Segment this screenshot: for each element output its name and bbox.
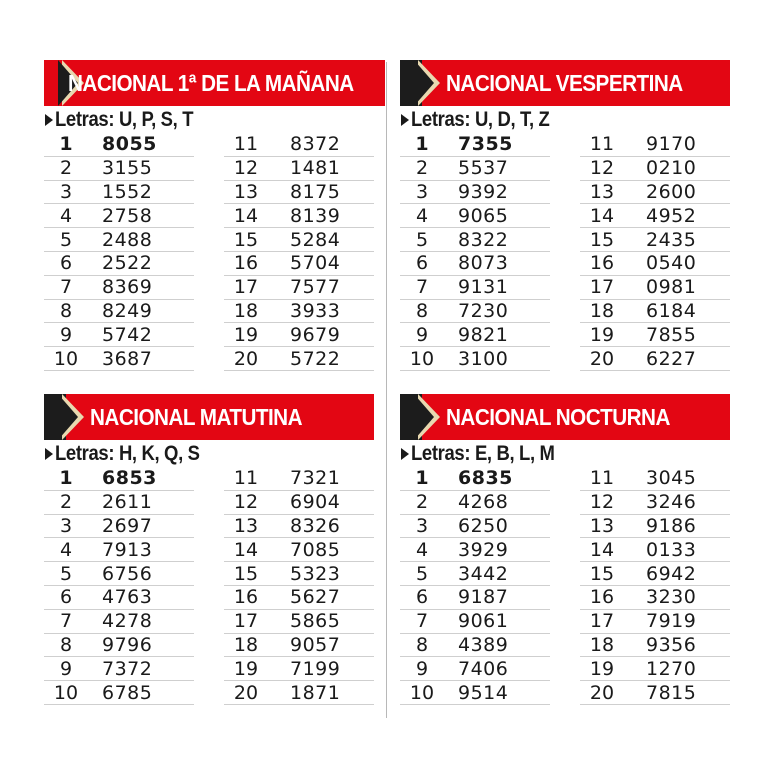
result-position: 3: [415, 514, 429, 537]
result-row: [44, 586, 194, 610]
banner-black-block: [400, 60, 422, 106]
result-number: 3100: [458, 347, 509, 370]
result-row: [44, 467, 194, 491]
result-number: 7199: [290, 657, 341, 680]
panel-nacional-primera-manana: [44, 60, 374, 371]
result-number: 0540: [646, 252, 697, 275]
result-row: [580, 157, 730, 181]
result-row: [224, 157, 374, 181]
result-position: 8: [59, 299, 73, 322]
result-row: [224, 467, 374, 491]
result-row: [580, 586, 730, 610]
result-number: 4763: [102, 586, 153, 609]
results-column-right: [224, 467, 374, 705]
result-row: [400, 204, 550, 228]
result-number: 6904: [290, 491, 341, 514]
result-row: [400, 491, 550, 515]
results-column-left: [400, 133, 550, 371]
result-row: [224, 133, 374, 157]
results-column-left: [44, 467, 194, 705]
result-position: 18: [589, 633, 615, 656]
result-number: 2611: [102, 491, 153, 514]
result-number: 6785: [102, 681, 153, 704]
result-position: 13: [233, 514, 259, 537]
result-row: [400, 681, 550, 705]
result-number: 0210: [646, 157, 697, 180]
result-position: 8: [415, 299, 429, 322]
results-columns: [44, 467, 374, 705]
letters-line: [44, 107, 374, 133]
result-row: [400, 157, 550, 181]
result-number: 9514: [458, 681, 509, 704]
panel-title: NACIONAL NOCTURNA: [446, 403, 670, 430]
result-number: 6942: [646, 562, 697, 585]
result-row: [224, 562, 374, 586]
results-columns: [44, 133, 374, 371]
result-row: [400, 657, 550, 681]
result-position: 7: [415, 610, 429, 633]
letters-label: Letras: H, K, Q, S: [55, 442, 200, 465]
result-position: 9: [59, 323, 73, 346]
result-row: [400, 586, 550, 610]
panel-title: NACIONAL 1ª DE LA MAÑANA: [68, 69, 354, 96]
result-row: [44, 634, 194, 658]
result-row: [400, 133, 550, 157]
panel-title: NACIONAL MATUTINA: [90, 403, 302, 430]
result-number: 9061: [458, 610, 509, 633]
result-number: 9170: [646, 133, 697, 156]
result-number: 9356: [646, 633, 697, 656]
result-number: 3929: [458, 538, 509, 561]
letters-line: [44, 441, 374, 467]
result-row: [580, 538, 730, 562]
result-position: 7: [59, 276, 73, 299]
result-row: [580, 562, 730, 586]
result-row: [224, 491, 374, 515]
result-position: 18: [233, 633, 259, 656]
result-row: [580, 610, 730, 634]
result-number: 5742: [102, 323, 153, 346]
result-row: [400, 538, 550, 562]
result-row: [400, 610, 550, 634]
result-row: [44, 347, 194, 371]
result-row: [580, 228, 730, 252]
result-position: 16: [233, 586, 259, 609]
result-number: 3155: [102, 157, 153, 180]
results-column-right: [224, 133, 374, 371]
result-row: [224, 515, 374, 539]
result-position: 16: [589, 252, 615, 275]
result-number: 2600: [646, 180, 697, 203]
result-number: 5537: [458, 157, 509, 180]
banner-red-strip: [422, 394, 730, 440]
panel-banner: [400, 394, 730, 440]
result-number: 5865: [290, 610, 341, 633]
result-position: 6: [59, 586, 73, 609]
result-position: 3: [59, 180, 73, 203]
panel-nacional-vespertina: [400, 60, 730, 371]
result-row: [44, 515, 194, 539]
result-row: [400, 634, 550, 658]
result-number: 0981: [646, 276, 697, 299]
letters-label: Letras: E, B, L, M: [411, 442, 555, 465]
panel-nacional-nocturna: [400, 394, 730, 705]
result-position: 12: [589, 157, 615, 180]
result-position: 14: [233, 538, 259, 561]
result-number: 7372: [102, 657, 153, 680]
result-number: 5627: [290, 586, 341, 609]
chevron-dark-icon: [58, 394, 78, 440]
result-row: [580, 181, 730, 205]
result-position: 2: [415, 157, 429, 180]
results-column-left: [44, 133, 194, 371]
banner-black-block: [400, 394, 422, 440]
result-position: 6: [59, 252, 73, 275]
result-position: 13: [589, 180, 615, 203]
result-row: [580, 252, 730, 276]
results-column-right: [580, 133, 730, 371]
result-row: [224, 681, 374, 705]
result-position: 2: [59, 491, 73, 514]
result-position: 1: [415, 467, 429, 490]
result-row: [44, 228, 194, 252]
panel-banner: [44, 394, 374, 440]
result-row: [224, 610, 374, 634]
result-row: [580, 681, 730, 705]
result-number: 3246: [646, 491, 697, 514]
result-number: 9679: [290, 323, 341, 346]
result-number: 9187: [458, 586, 509, 609]
result-number: 2488: [102, 228, 153, 251]
letters-label: Letras: U, P, S, T: [55, 108, 194, 131]
result-position: 7: [415, 276, 429, 299]
result-row: [580, 634, 730, 658]
letters-line: [400, 441, 730, 467]
banner-red-strip: [44, 60, 385, 106]
result-row: [44, 252, 194, 276]
result-number: 6756: [102, 562, 153, 585]
result-position: 8: [59, 633, 73, 656]
result-position: 11: [233, 467, 259, 490]
result-position: 13: [589, 514, 615, 537]
result-row: [224, 634, 374, 658]
result-number: 8322: [458, 228, 509, 251]
result-number: 9131: [458, 276, 509, 299]
banner-black-block: [44, 394, 66, 440]
result-number: 7321: [290, 467, 341, 490]
result-position: 17: [589, 610, 615, 633]
result-position: 17: [233, 276, 259, 299]
result-number: 8369: [102, 276, 153, 299]
result-position: 5: [415, 228, 429, 251]
result-number: 9057: [290, 633, 341, 656]
panel-banner: [44, 60, 374, 106]
result-row: [400, 323, 550, 347]
result-number: 8249: [102, 299, 153, 322]
result-row: [580, 133, 730, 157]
chevron-dark-icon: [414, 60, 434, 106]
result-position: 8: [415, 633, 429, 656]
result-position: 19: [233, 657, 259, 680]
result-row: [224, 300, 374, 324]
result-number: 5323: [290, 562, 341, 585]
result-row: [580, 323, 730, 347]
result-position: 19: [589, 323, 615, 346]
result-row: [224, 347, 374, 371]
result-row: [44, 538, 194, 562]
result-position: 5: [59, 228, 73, 251]
result-position: 13: [233, 180, 259, 203]
result-row: [580, 300, 730, 324]
result-position: 6: [415, 586, 429, 609]
result-row: [44, 276, 194, 300]
result-row: [224, 252, 374, 276]
result-number: 7577: [290, 276, 341, 299]
result-number: 3230: [646, 586, 697, 609]
result-position: 5: [59, 562, 73, 585]
result-row: [400, 276, 550, 300]
result-position: 9: [59, 657, 73, 680]
results-column-left: [400, 467, 550, 705]
result-number: 7919: [646, 610, 697, 633]
result-number: 9186: [646, 514, 697, 537]
result-position: 9: [415, 323, 429, 346]
results-columns: [400, 133, 730, 371]
result-row: [224, 538, 374, 562]
result-number: 2758: [102, 204, 153, 227]
result-position: 15: [589, 228, 615, 251]
result-number: 7085: [290, 538, 341, 561]
result-row: [400, 300, 550, 324]
result-position: 1: [59, 133, 73, 156]
result-number: 2435: [646, 228, 697, 251]
result-position: 10: [53, 347, 79, 370]
chevron-dark-icon: [414, 394, 434, 440]
result-position: 3: [59, 514, 73, 537]
result-number: 4268: [458, 491, 509, 514]
result-row: [44, 657, 194, 681]
result-number: 3687: [102, 347, 153, 370]
result-number: 3933: [290, 299, 341, 322]
result-row: [44, 681, 194, 705]
result-row: [224, 228, 374, 252]
result-number: 4278: [102, 610, 153, 633]
result-position: 5: [415, 562, 429, 585]
result-row: [400, 228, 550, 252]
result-position: 4: [59, 538, 73, 561]
result-position: 4: [59, 204, 73, 227]
result-number: 0133: [646, 538, 697, 561]
result-row: [580, 491, 730, 515]
result-position: 14: [589, 204, 615, 227]
result-position: 1: [415, 133, 429, 156]
result-position: 10: [53, 681, 79, 704]
result-position: 10: [409, 347, 435, 370]
column-divider: [386, 62, 387, 718]
result-position: 19: [589, 657, 615, 680]
panel-title: NACIONAL VESPERTINA: [446, 69, 683, 96]
results-column-right: [580, 467, 730, 705]
result-position: 2: [59, 157, 73, 180]
result-position: 20: [233, 681, 259, 704]
result-position: 12: [233, 157, 259, 180]
result-number: 4952: [646, 204, 697, 227]
result-position: 4: [415, 204, 429, 227]
result-number: 6184: [646, 299, 697, 322]
result-row: [400, 252, 550, 276]
result-position: 17: [233, 610, 259, 633]
result-number: 9392: [458, 180, 509, 203]
result-row: [580, 347, 730, 371]
result-position: 6: [415, 252, 429, 275]
triangle-right-icon: [401, 448, 409, 460]
result-row: [580, 204, 730, 228]
result-number: 1871: [290, 681, 341, 704]
result-position: 16: [589, 586, 615, 609]
result-position: 3: [415, 180, 429, 203]
result-position: 11: [589, 133, 615, 156]
result-position: 12: [589, 491, 615, 514]
result-number: 3045: [646, 467, 697, 490]
panel-banner: [400, 60, 730, 106]
result-number: 7230: [458, 299, 509, 322]
result-row: [224, 657, 374, 681]
result-number: 2697: [102, 514, 153, 537]
result-position: 20: [233, 347, 259, 370]
result-number: 8372: [290, 133, 341, 156]
result-position: 10: [409, 681, 435, 704]
result-row: [400, 347, 550, 371]
result-number: 3442: [458, 562, 509, 585]
result-number: 7913: [102, 538, 153, 561]
results-columns: [400, 467, 730, 705]
panel-nacional-matutina: [44, 394, 374, 705]
result-number: 1270: [646, 657, 697, 680]
triangle-right-icon: [401, 114, 409, 126]
result-number: 8175: [290, 180, 341, 203]
result-number: 9796: [102, 633, 153, 656]
result-row: [580, 515, 730, 539]
result-row: [400, 515, 550, 539]
result-position: 4: [415, 538, 429, 561]
result-position: 19: [233, 323, 259, 346]
result-row: [44, 157, 194, 181]
result-row: [44, 323, 194, 347]
result-position: 12: [233, 491, 259, 514]
result-number: 9821: [458, 323, 509, 346]
result-row: [44, 181, 194, 205]
result-position: 2: [415, 491, 429, 514]
result-row: [44, 300, 194, 324]
result-number: 5704: [290, 252, 341, 275]
result-number: 6853: [102, 467, 157, 490]
result-number: 6250: [458, 514, 509, 537]
result-number: 6227: [646, 347, 697, 370]
result-number: 6835: [458, 467, 513, 490]
letters-label: Letras: U, D, T, Z: [411, 108, 550, 131]
result-row: [224, 323, 374, 347]
result-position: 20: [589, 681, 615, 704]
result-row: [44, 491, 194, 515]
result-position: 18: [589, 299, 615, 322]
result-row: [580, 276, 730, 300]
result-row: [400, 181, 550, 205]
result-number: 7855: [646, 323, 697, 346]
result-position: 16: [233, 252, 259, 275]
result-row: [44, 562, 194, 586]
result-position: 15: [589, 562, 615, 585]
result-number: 1481: [290, 157, 341, 180]
result-position: 18: [233, 299, 259, 322]
result-number: 8326: [290, 514, 341, 537]
result-number: 2522: [102, 252, 153, 275]
result-row: [224, 586, 374, 610]
result-number: 7815: [646, 681, 697, 704]
letters-line: [400, 107, 730, 133]
result-position: 14: [589, 538, 615, 561]
result-number: 7355: [458, 133, 513, 156]
result-row: [580, 467, 730, 491]
result-number: 8073: [458, 252, 509, 275]
result-position: 11: [233, 133, 259, 156]
result-position: 17: [589, 276, 615, 299]
result-number: 1552: [102, 180, 153, 203]
result-number: 5722: [290, 347, 341, 370]
result-row: [44, 133, 194, 157]
result-number: 9065: [458, 204, 509, 227]
result-number: 7406: [458, 657, 509, 680]
triangle-right-icon: [45, 114, 53, 126]
result-row: [224, 181, 374, 205]
result-position: 9: [415, 657, 429, 680]
result-number: 4389: [458, 633, 509, 656]
result-row: [400, 467, 550, 491]
result-row: [224, 204, 374, 228]
result-number: 5284: [290, 228, 341, 251]
result-position: 20: [589, 347, 615, 370]
result-row: [400, 562, 550, 586]
result-number: 8055: [102, 133, 157, 156]
result-position: 7: [59, 610, 73, 633]
result-position: 15: [233, 228, 259, 251]
banner-red-strip: [422, 60, 730, 106]
result-position: 14: [233, 204, 259, 227]
result-row: [44, 204, 194, 228]
result-number: 8139: [290, 204, 341, 227]
result-row: [44, 610, 194, 634]
result-position: 15: [233, 562, 259, 585]
result-position: 1: [59, 467, 73, 490]
banner-red-strip: [66, 394, 374, 440]
triangle-right-icon: [45, 448, 53, 460]
result-position: 11: [589, 467, 615, 490]
result-row: [580, 657, 730, 681]
result-row: [224, 276, 374, 300]
